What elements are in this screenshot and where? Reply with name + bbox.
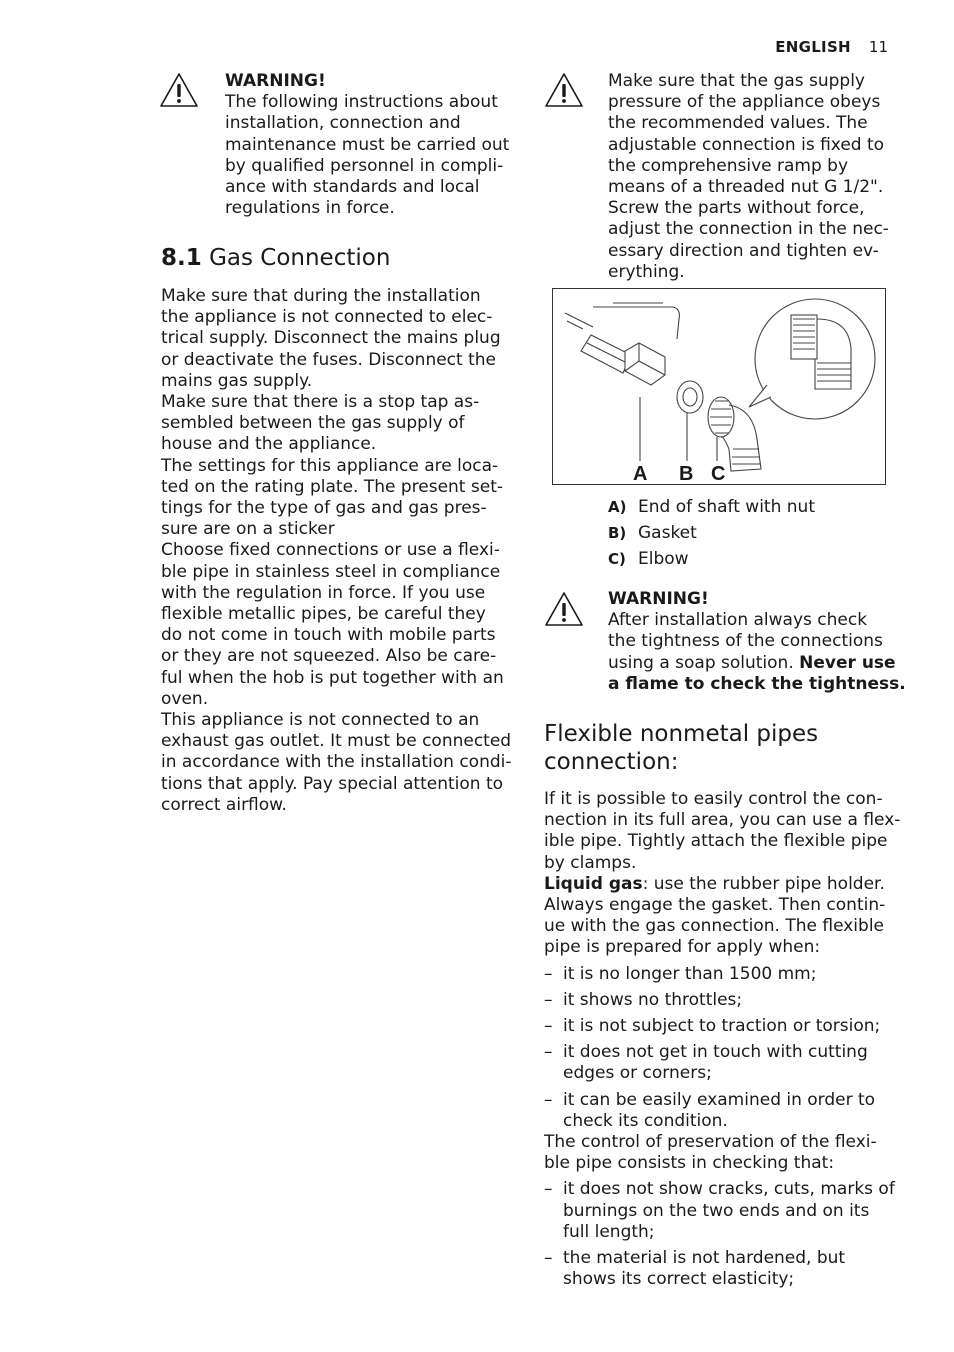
list-item bbox=[544, 1179, 904, 1243]
body-line: mains gas supply. bbox=[161, 370, 313, 391]
warning-block-installation bbox=[225, 71, 515, 219]
note-line: adjustable connection is fixed to bbox=[608, 134, 885, 155]
list-item-text: it shows no throttles; bbox=[563, 989, 743, 1010]
body-line: tings for the type of gas and gas pres- bbox=[161, 498, 487, 519]
warning-text-line: the tightness of the connections bbox=[608, 631, 883, 652]
warning-block-tightness bbox=[608, 589, 908, 695]
note-line: erything. bbox=[608, 261, 685, 282]
warning-text-line: After installation always check bbox=[608, 610, 868, 631]
warning-text-line: The following instructions about bbox=[225, 92, 498, 113]
body-line: exhaust gas outlet. It must be connected bbox=[161, 731, 512, 752]
warning-title: WARNING! bbox=[608, 589, 709, 609]
list-item-text: shows its correct elasticity; bbox=[563, 1269, 795, 1290]
body-line: ble pipe consists in checking that: bbox=[544, 1153, 835, 1174]
warning-text-line: maintenance must be carried out bbox=[225, 134, 510, 155]
list-dash: – bbox=[544, 989, 553, 1010]
body-line: or deactivate the fuses. Disconnect the bbox=[161, 349, 496, 370]
warning-text-line bbox=[608, 653, 908, 674]
gas-connection-body bbox=[161, 286, 516, 816]
legend-key: B) bbox=[608, 524, 627, 542]
body-line: pipe is prepared for apply when: bbox=[544, 937, 821, 958]
page-number: 11 bbox=[868, 38, 888, 56]
gas-connection-illustration bbox=[553, 289, 886, 485]
body-line: or they are not squeezed. Also be care- bbox=[161, 646, 497, 667]
legend-key: A) bbox=[608, 498, 627, 516]
body-line: If it is possible to easily control the con- bbox=[544, 789, 883, 809]
body-line: ful when the hob is put together with an bbox=[161, 667, 504, 688]
condition-list bbox=[544, 964, 904, 1132]
figure-label-c: C bbox=[711, 463, 726, 485]
list-dash: – bbox=[544, 1089, 553, 1110]
body-line: ted on the rating plate. The present set- bbox=[161, 476, 503, 497]
warning-text-bold: Never use bbox=[799, 652, 896, 673]
note-line: essary direction and tighten ev- bbox=[608, 240, 879, 261]
section-title-line: Flexible nonmetal pipes bbox=[544, 721, 819, 747]
warning-text-line: by qualified personnel in compli- bbox=[225, 155, 504, 176]
body-line: sembled between the gas supply of bbox=[161, 413, 465, 434]
list-item-text: it does not show cracks, cuts, marks of bbox=[563, 1179, 895, 1200]
body-line: trical supply. Disconnect the mains plug bbox=[161, 328, 501, 349]
body-line: Make sure that during the installation bbox=[161, 286, 481, 306]
warning-icon bbox=[544, 72, 584, 108]
note-line: the comprehensive ramp by bbox=[608, 155, 849, 176]
body-line: with the regulation in force. If you use bbox=[161, 582, 486, 603]
list-dash: – bbox=[544, 1179, 553, 1200]
note-line: Screw the parts without force, bbox=[608, 198, 865, 219]
section-number: 8.1 bbox=[161, 245, 202, 271]
body-line: nection in its full area, you can use a flex- bbox=[544, 810, 901, 831]
body-line: correct airflow. bbox=[161, 794, 287, 815]
liquid-gas-text: : use the rubber pipe holder. bbox=[642, 873, 885, 894]
note-line: the recommended values. The bbox=[608, 113, 868, 134]
body-line: ble pipe in stainless steel in compliance bbox=[161, 561, 501, 582]
list-dash: – bbox=[544, 1016, 553, 1037]
body-line: flexible metallic pipes, be careful they bbox=[161, 604, 486, 625]
figure-label-b: B bbox=[679, 463, 694, 485]
body-line: The settings for this appliance are loca- bbox=[161, 455, 499, 476]
warning-text-line: regulations in force. bbox=[225, 198, 395, 219]
body-line: oven. bbox=[161, 688, 209, 709]
list-item-text: it is no longer than 1500 mm; bbox=[563, 963, 817, 984]
warning-text-line: installation, connection and bbox=[225, 113, 461, 134]
body-line: The control of preservation of the flexi- bbox=[544, 1132, 877, 1153]
list-dash: – bbox=[544, 1042, 553, 1063]
section-heading-flexible-pipes bbox=[544, 720, 818, 776]
list-dash: – bbox=[544, 963, 553, 984]
body-line: ible pipe. Tightly attach the flexible pipe bbox=[544, 831, 888, 852]
body-line: tions that apply. Pay special attention to bbox=[161, 773, 504, 794]
list-item bbox=[544, 990, 904, 1011]
list-item-text: the material is not hardened, but bbox=[563, 1248, 846, 1269]
note-line: pressure of the appliance obeys bbox=[608, 92, 881, 113]
section-title-line: connection: bbox=[544, 749, 679, 775]
figure-label-a: A bbox=[633, 463, 648, 485]
list-item bbox=[544, 1042, 904, 1084]
body-line: by clamps. bbox=[544, 852, 637, 873]
note-line: adjust the connection in the nec- bbox=[608, 219, 889, 240]
list-item bbox=[544, 964, 904, 985]
body-line bbox=[544, 874, 904, 895]
page-header bbox=[775, 38, 888, 56]
note-line: Make sure that the gas supply bbox=[608, 71, 865, 91]
body-line: This appliance is not connected to an bbox=[161, 710, 480, 731]
gas-pressure-note bbox=[608, 71, 908, 283]
list-item-text: it is not subject to traction or torsion; bbox=[563, 1016, 881, 1037]
note-line: means of a threaded nut G 1/2". bbox=[608, 177, 884, 198]
body-line: sure are on a sticker bbox=[161, 519, 335, 540]
body-line: in accordance with the installation condi- bbox=[161, 752, 512, 773]
list-item-text: it can be easily examined in order to bbox=[563, 1089, 876, 1110]
list-item-text: check its condition. bbox=[563, 1110, 728, 1131]
warning-icon bbox=[544, 591, 584, 627]
list-item-text: full length; bbox=[563, 1221, 655, 1242]
body-line: Always engage the gasket. Then contin- bbox=[544, 895, 886, 916]
body-line: Choose fixed connections or use a flexi- bbox=[161, 540, 500, 561]
list-item-text: it does not get in touch with cutting bbox=[563, 1042, 868, 1063]
list-item bbox=[544, 1016, 904, 1037]
body-line: Make sure that there is a stop tap as- bbox=[161, 392, 480, 413]
liquid-gas-label: Liquid gas bbox=[544, 873, 643, 894]
body-line: the appliance is not connected to elec- bbox=[161, 307, 493, 328]
language-label: ENGLISH bbox=[775, 38, 851, 56]
warning-title: WARNING! bbox=[225, 71, 326, 91]
warning-text-line-bold: a flame to check the tightness. bbox=[608, 673, 906, 694]
legend-text: Gasket bbox=[638, 523, 697, 543]
flexible-pipes-body bbox=[544, 789, 904, 1295]
warning-text-line: ance with standards and local bbox=[225, 177, 480, 198]
list-item-text: burnings on the two ends and on its bbox=[563, 1200, 870, 1221]
list-item bbox=[544, 1090, 904, 1132]
inspection-list bbox=[544, 1179, 904, 1290]
section-title: Gas Connection bbox=[209, 245, 391, 271]
warning-icon bbox=[159, 72, 199, 108]
section-heading-gas-connection bbox=[161, 244, 390, 272]
legend-item bbox=[608, 520, 815, 546]
list-dash: – bbox=[544, 1248, 553, 1269]
warning-text-plain: using a soap solution. bbox=[608, 652, 800, 673]
legend-item bbox=[608, 546, 815, 572]
legend-item bbox=[608, 494, 815, 520]
body-line: ue with the gas connection. The flexible bbox=[544, 916, 884, 937]
gas-connection-figure bbox=[552, 288, 886, 485]
legend-text: End of shaft with nut bbox=[638, 497, 815, 517]
body-line: house and the appliance. bbox=[161, 434, 377, 455]
figure-legend bbox=[608, 494, 815, 572]
legend-text: Elbow bbox=[638, 549, 689, 569]
list-item-text: edges or corners; bbox=[563, 1063, 712, 1084]
body-line: do not come in touch with mobile parts bbox=[161, 625, 496, 646]
legend-key: C) bbox=[608, 550, 626, 568]
list-item bbox=[544, 1248, 904, 1290]
